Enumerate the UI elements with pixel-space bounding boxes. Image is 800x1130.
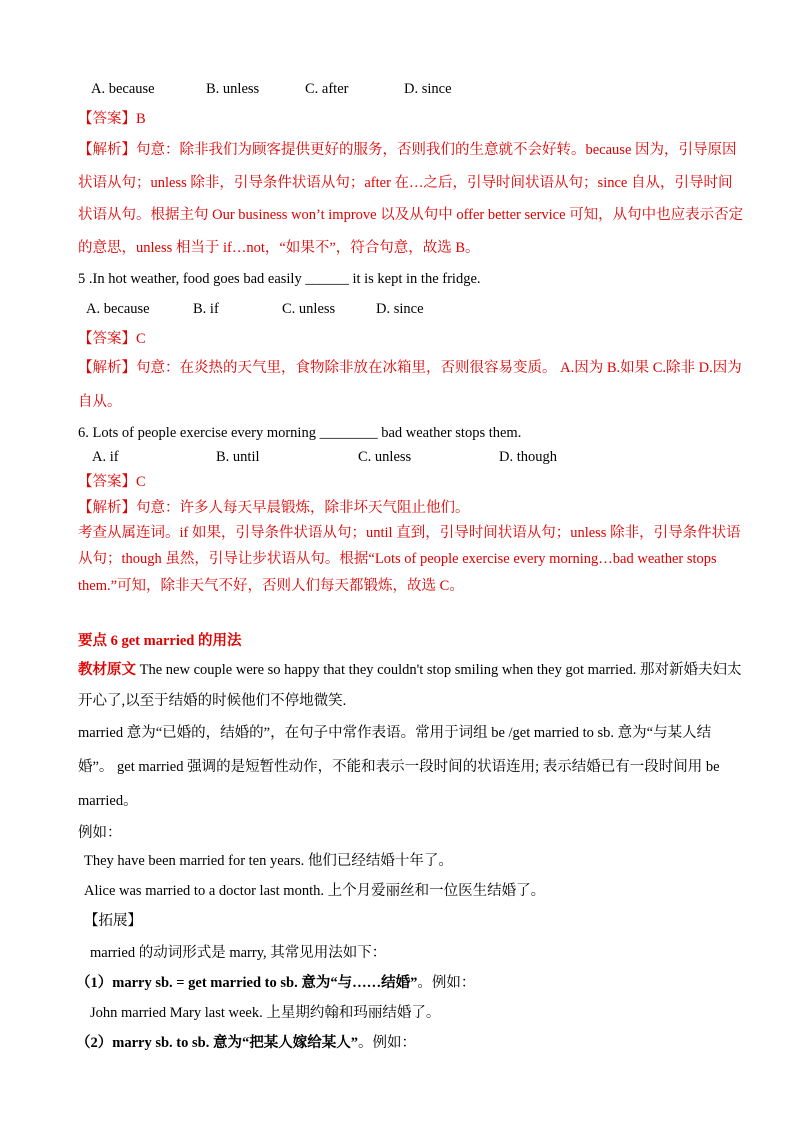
q4-option-d: D. since [404, 81, 452, 97]
body-line: 婚”。 get married 强调的是短暂性动作，不能和表示一段时间的状语连用; 表示结婚已有一段时间用 be [78, 759, 720, 775]
source-line [78, 661, 741, 679]
body-line: married 意为“已婚的，结婚的”，在句子中常作表语。常用于词组 be /get married to sb. 意为“与某人结 [78, 725, 712, 741]
q6-analysis-line: 从句；though 虽然，引导让步状语从句。根据“Lots of people exercise every morning…bad weather stops [78, 551, 717, 567]
usage-item-1 [76, 974, 475, 992]
q4-option-a: A. because [91, 81, 155, 97]
q6-option-b: B. until [216, 449, 260, 465]
q5-option-b: B. if [193, 301, 219, 317]
q6-answer: 【答案】C [78, 474, 146, 490]
q5-option-a: A. because [86, 301, 150, 317]
section-heading: 要点 6 get married 的用法 [78, 633, 242, 649]
q4-analysis-line: 的意思，unless 相当于 if…not，“如果不”，符合句意，故选 B。 [78, 240, 480, 256]
source-text: The new couple were so happy that they couldn't stop smiling when they got married. 那对新婚夫妇太 [136, 662, 742, 678]
q5-answer: 【答案】C [78, 331, 146, 347]
q5-option-d: D. since [376, 301, 424, 317]
q5-analysis-line: 【解析】句意：在炎热的天气里，食物除非放在冰箱里，否则很容易变质。 A.因为 B.如果 C.除非 D.因为 [78, 360, 742, 376]
q6-analysis-line: 考查从属连词。if 如果，引导条件状语从句；until 直到，引导时间状语从句；unless 除非，引导条件状语 [78, 525, 741, 541]
usage-item-1-example: John married Mary last week. 上星期约翰和玛丽结婚了。 [90, 1005, 441, 1021]
extension-intro: married 的动词形式是 marry, 其常见用法如下： [90, 945, 387, 961]
usage-item-2-tail: 。例如： [357, 1035, 416, 1051]
q4-option-c: C. after [305, 81, 349, 97]
source-translation: 开心了,以至于结婚的时候他们不停地微笑. [78, 693, 347, 709]
q6-option-a: A. if [92, 449, 119, 465]
q6-question: 6. Lots of people exercise every morning ________ bad weather stops them. [78, 425, 522, 441]
body-line: married。 [78, 793, 138, 809]
q5-option-c: C. unless [282, 301, 336, 317]
q6-analysis-line: 【解析】句意：许多人每天早晨锻炼，除非坏天气阻止他们。 [78, 500, 470, 516]
usage-item-1-title: （1）marry sb. = get married to sb. 意为“与……结婚” [76, 975, 418, 991]
usage-item-2 [76, 1034, 416, 1052]
extension-label: 【拓展】 [84, 913, 142, 929]
q6-option-c: C. unless [358, 449, 412, 465]
q4-answer: 【答案】B [78, 111, 146, 127]
example-label: 例如： [78, 825, 122, 841]
q4-option-b: B. unless [206, 81, 260, 97]
usage-item-1-tail: 。例如： [417, 975, 476, 991]
example-sentence: They have been married for ten years. 他们已经结婚十年了。 [84, 853, 453, 869]
usage-item-2-title: （2）marry sb. to sb. 意为“把某人嫁给某人” [76, 1035, 358, 1051]
q4-analysis-line: 状语从句；unless 除非，引导条件状语从句；after 在…之后，引导时间状语从句；since 自从，引导时间 [78, 175, 733, 191]
q5-question: 5 .In hot weather, food goes bad easily ______ it is kept in the fridge. [78, 271, 481, 287]
q5-analysis-line: 自从。 [78, 394, 122, 410]
source-label: 教材原文 [78, 662, 136, 678]
example-sentence: Alice was married to a doctor last month. 上个月爱丽丝和一位医生结婚了。 [84, 883, 546, 899]
q4-analysis-line: 状语从句。根据主句 Our business won’t improve 以及从句中 offer better service 可知，从句中也应表示否定 [78, 207, 744, 223]
q4-analysis-line: 【解析】句意：除非我们为顾客提供更好的服务，否则我们的生意就不会好转。because 因为，引导原因 [78, 142, 737, 158]
q6-analysis-line: them.”可知，除非天气不好，否则人们每天都锻炼，故选 C。 [78, 578, 464, 594]
q6-option-d: D. though [499, 449, 557, 465]
